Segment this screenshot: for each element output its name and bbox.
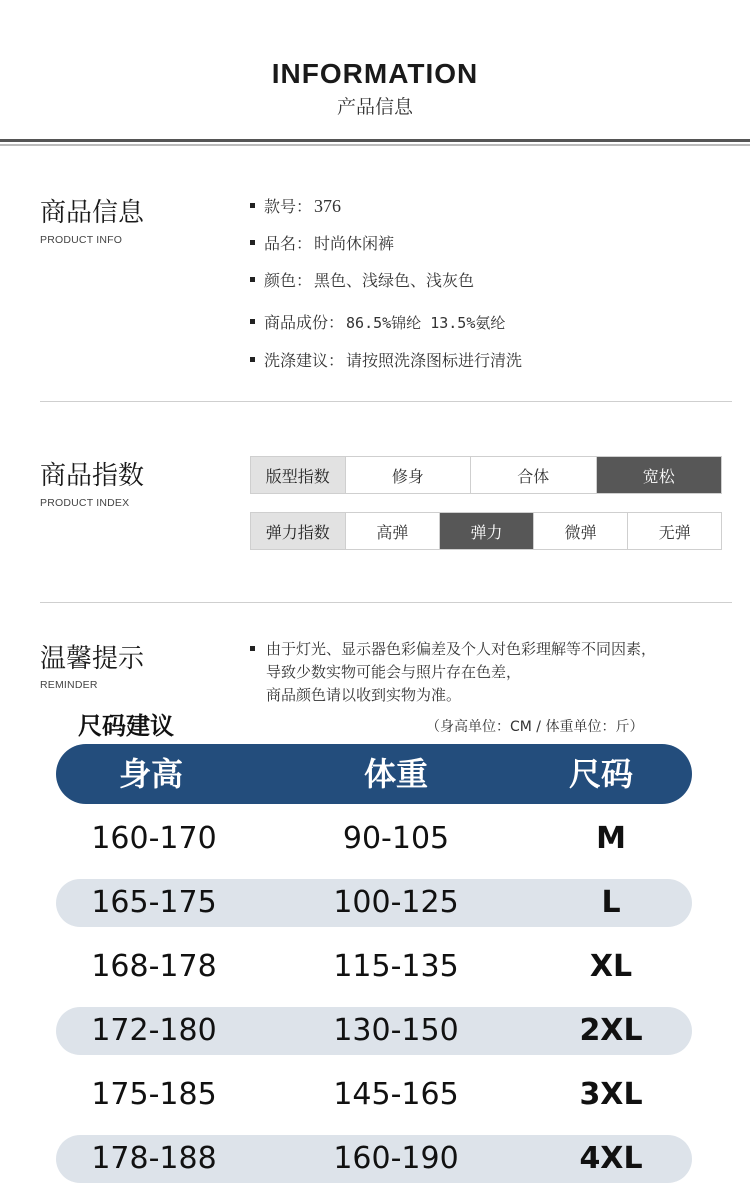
section-divider: [40, 401, 732, 402]
cell-height: 175-185: [91, 1077, 217, 1112]
cell-height: 165-175: [91, 885, 217, 920]
size-table-row: [56, 1007, 692, 1055]
elasticity-option-medium-selected: 弹力: [439, 513, 533, 549]
product-info-heading-en: PRODUCT INFO: [40, 234, 123, 246]
info-value: 黑色、浅绿色、浅灰色: [314, 271, 475, 290]
section-divider: [40, 602, 732, 603]
column-header-height: 身高: [118, 755, 183, 793]
header-divider-shadow: [0, 144, 750, 146]
info-item-name: [250, 231, 394, 254]
elasticity-option-slight: 微弹: [533, 513, 628, 549]
size-table-header: [56, 744, 692, 804]
elasticity-index-row: [250, 512, 722, 550]
cell-weight: 90-105: [342, 821, 450, 856]
fit-option-slim: 修身: [345, 457, 470, 493]
cell-size: 3XL: [579, 1077, 643, 1112]
size-table-row: [56, 879, 692, 927]
size-guide-title: 尺码建议: [78, 712, 174, 740]
bullet-icon: [250, 277, 255, 282]
info-item-composition: [250, 310, 505, 333]
column-header-size: 尺码: [568, 755, 633, 793]
size-table-row: [56, 943, 692, 991]
cell-size: 2XL: [579, 1013, 643, 1048]
elasticity-option-high: 高弹: [345, 513, 440, 549]
bullet-icon: [250, 357, 255, 362]
cell-height: 160-170: [91, 821, 217, 856]
bullet-icon: [250, 203, 255, 208]
page-title: INFORMATION: [271, 58, 479, 89]
reminder-line: 导致少数实物可能会与照片存在色差，: [266, 663, 522, 681]
info-label: 商品成份：: [264, 313, 345, 332]
fit-option-regular: 合体: [470, 457, 595, 493]
cell-height: 168-178: [91, 949, 217, 984]
info-label: 款号：: [264, 197, 313, 216]
info-value: 请按照洗涤图标进行清洗: [346, 351, 523, 370]
bullet-icon: [250, 240, 255, 245]
info-value: 376: [314, 196, 342, 216]
cell-size: L: [601, 885, 621, 920]
cell-weight: 130-150: [333, 1013, 459, 1048]
info-item-wash: [250, 348, 522, 371]
cell-size: M: [596, 821, 626, 856]
fit-index-label: 版型指数: [251, 457, 345, 493]
reminder-text: [266, 638, 726, 707]
info-item-style-no: [250, 194, 341, 217]
info-item-color: [250, 268, 474, 291]
reminder-heading: 温馨提示: [40, 644, 145, 674]
size-guide-unit-note: （身高单位：CM / 体重单位：斤）: [426, 719, 644, 735]
cell-weight: 100-125: [333, 885, 459, 920]
size-table-row: [56, 815, 692, 863]
product-index-heading: 商品指数: [40, 461, 145, 491]
info-label: 品名：: [264, 234, 313, 253]
page-subtitle: 产品信息: [336, 96, 413, 118]
bullet-icon: [250, 319, 255, 324]
info-label: 颜色：: [264, 271, 313, 290]
column-header-weight: 体重: [363, 755, 428, 793]
cell-height: 172-180: [91, 1013, 217, 1048]
size-table-row: [56, 1071, 692, 1119]
product-index-heading-en: PRODUCT INDEX: [40, 497, 130, 509]
info-label: 洗涤建议：: [264, 351, 345, 370]
reminder-heading-en: REMINDER: [40, 679, 98, 691]
cell-weight: 115-135: [333, 949, 459, 984]
size-table-row: [56, 1135, 692, 1183]
cell-size: XL: [589, 949, 633, 984]
cell-height: 178-188: [91, 1141, 217, 1176]
cell-weight: 160-190: [333, 1141, 459, 1176]
product-info-heading: 商品信息: [40, 198, 145, 228]
info-value: 86.5%锦纶 13.5%氨纶: [346, 314, 506, 332]
fit-option-loose-selected: 宽松: [596, 457, 721, 493]
bullet-icon: [250, 646, 255, 651]
fit-index-row: [250, 456, 722, 494]
info-value: 时尚休闲裤: [314, 234, 395, 253]
reminder-line: 商品颜色请以收到实物为准。: [266, 686, 462, 704]
cell-weight: 145-165: [333, 1077, 459, 1112]
reminder-line: 由于灯光、显示器色彩偏差及个人对色彩理解等不同因素，: [266, 640, 657, 658]
elasticity-index-label: 弹力指数: [251, 513, 345, 549]
header-divider: [0, 139, 750, 142]
cell-size: 4XL: [579, 1141, 643, 1176]
elasticity-option-none: 无弹: [627, 513, 721, 549]
